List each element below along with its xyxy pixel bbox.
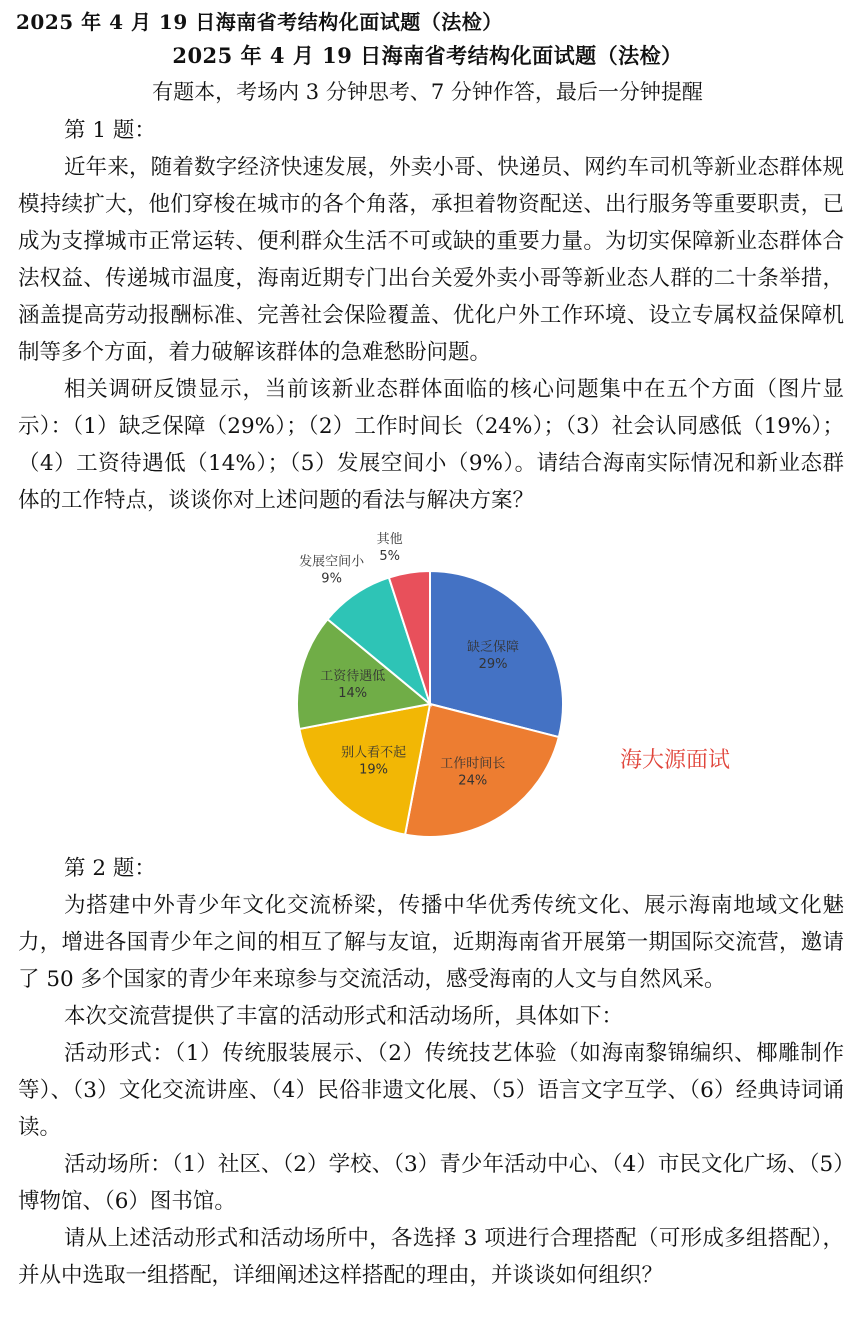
pie-chart <box>280 531 620 850</box>
pie-value-label-0: 29% <box>478 657 508 673</box>
question-2-activity-venues: 活动场所：（1）社区、（2）学校、（3）青少年活动中心、（4）市民文化广场、（5）博物馆、（6）图书馆。 <box>18 1152 844 1214</box>
header-title: 2025 年 4 月 19 日海南省考结构化面试题（法检） <box>16 10 503 34</box>
pie-label-1: 工作时间长 <box>440 756 506 772</box>
document-title: 2025 年 4 月 19 日海南省考结构化面试题（法检） <box>172 43 683 68</box>
pie-label-3: 工资待遇低 <box>320 669 386 685</box>
pie-label-2: 别人看不起 <box>341 745 407 761</box>
question-1-label: 第 1 题： <box>64 118 156 143</box>
watermark: 海大源面试 <box>620 748 731 773</box>
question-2-paragraph-1: 为搭建中外青少年文化交流桥梁，传播中华优秀传统文化、展示海南地域文化魅力，增进各国青少年之间的相互了解与友谊，近期海南省开展第一期国际交流营，邀请了 50 多个国家的青少年来琼参与交流活动，感受海南的人文与自然风采。 <box>18 893 844 992</box>
pie-value-label-3: 14% <box>338 686 368 702</box>
question-2-paragraph-2: 本次交流营提供了丰富的活动形式和活动场所，具体如下： <box>64 1004 624 1029</box>
pie-label-0: 缺乏保障 <box>467 640 520 656</box>
pie-value-label-4: 9% <box>321 571 342 587</box>
question-2-label: 第 2 题： <box>64 856 156 881</box>
pie-value-label-1: 24% <box>458 773 488 789</box>
pie-label-4: 发展空间小 <box>299 554 365 570</box>
question-1-paragraph-1: 近年来，随着数字经济快速发展，外卖小哥、快递员、网约车司机等新业态群体规模持续扩大，他们穿梭在城市的各个角落，承担着物资配送、出行服务等重要职责，已成为支撑城市正常运转、便利群众生活不可或缺的重要力量。为切实保障新业态群体合法权益、传递城市温度，海南近期专门出台关爱外卖小哥等新业态人群的二十条举措，涵盖提高劳动报酬标准、完善社会保险覆盖、优化户外工作环境、设立专属权益保障机制等多个方面，着力破解该群体的急难愁盼问题。 <box>18 155 844 365</box>
pie-value-label-5: 5% <box>379 548 400 564</box>
document-subtitle: 有题本，考场内 3 分钟思考、7 分钟作答，最后一分钟提醒 <box>152 80 703 104</box>
question-2-prompt: 请从上述活动形式和活动场所中，各选择 3 项进行合理搭配（可形成多组搭配），并从中选取一组搭配，详细阐述这样搭配的理由，并谈谈如何组织？ <box>18 1226 844 1288</box>
question-2-activity-forms: 活动形式：（1）传统服装展示、（2）传统技艺体验（如海南黎锦编织、椰雕制作等）、（3）文化交流讲座、（4）民俗非遗文化展、（5）语言文字互学、（6）经典诗词诵读。 <box>18 1041 844 1140</box>
pie-chart-svg <box>280 531 620 850</box>
pie-label-5: 其他 <box>376 531 403 547</box>
question-2 <box>18 850 844 1294</box>
pie-value-label-2: 19% <box>359 762 389 778</box>
question-1-paragraph-2: 相关调研反馈显示，当前该新业态群体面临的核心问题集中在五个方面（图片显示）：（1）缺乏保障（29%）；（2）工作时间长（24%）；（3）社会认同感低（19%）；（4）工资待遇低（14%）；（5）发展空间小（9%）。请结合海南实际情况和新业态群体的工作特点，谈谈你对上述问题的看法与解决方案？ <box>18 377 844 513</box>
question-1 <box>18 112 844 519</box>
